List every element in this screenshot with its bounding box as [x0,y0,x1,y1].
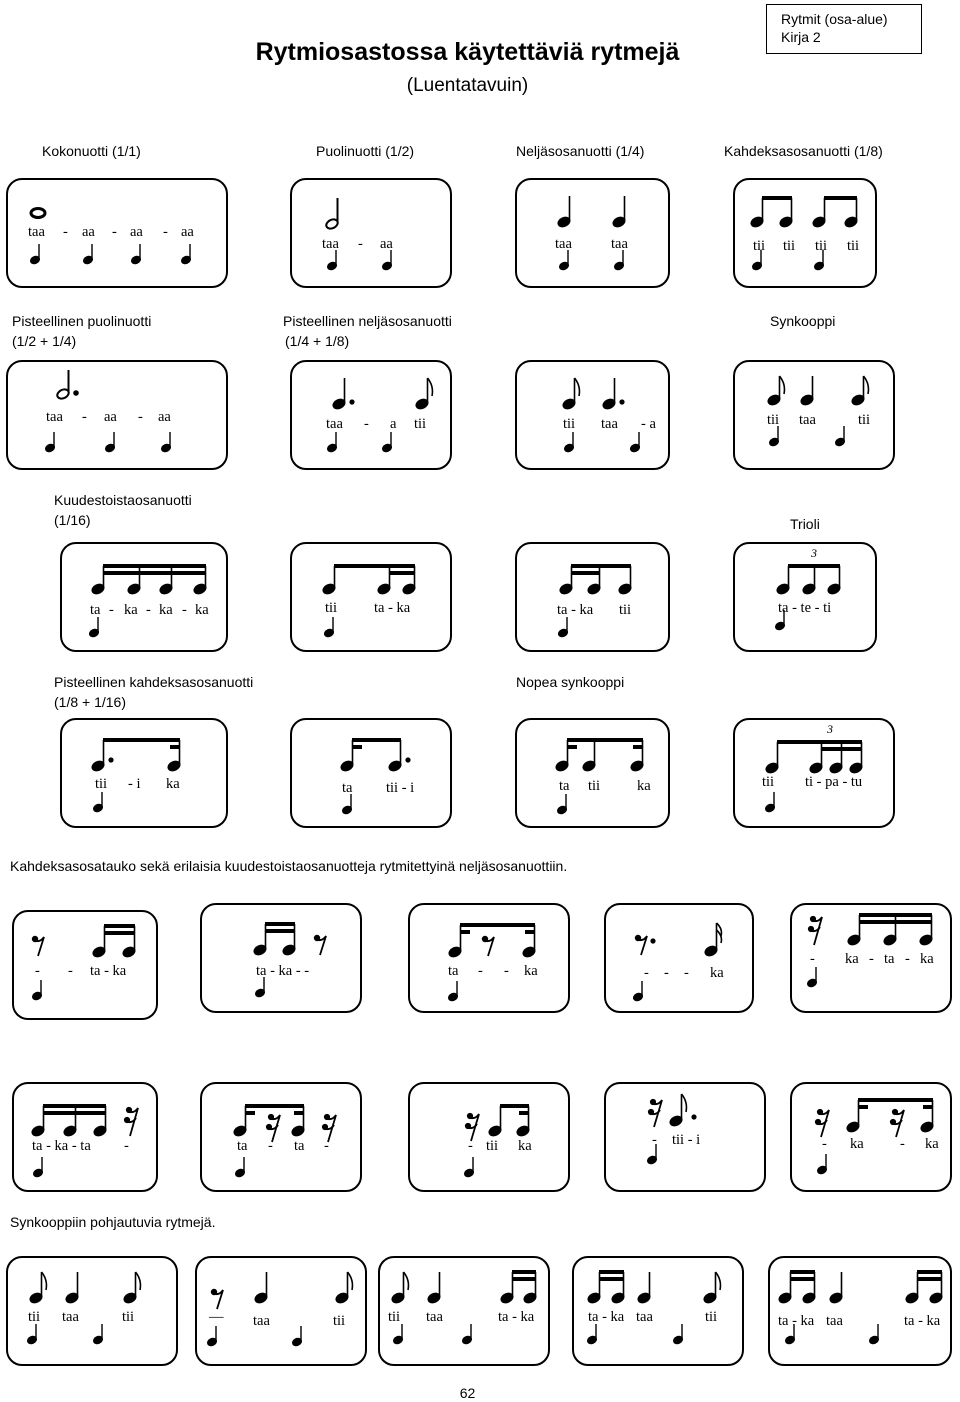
heading-half-note: Puolinuotti (1/2) [316,143,415,159]
dotted-eighth-sixteenth-icon [91,738,181,772]
rhythm-box-triplet [733,542,877,652]
quarter-beat-icons [324,617,335,638]
notation [735,180,875,286]
notation [410,905,568,1011]
eighth-two-sixteenths-icon [322,564,416,595]
quarter-note-icon [427,1272,441,1304]
heading-rests-section: Kahdeksasosatauko sekä erilaisia kuudestoistaosanuotteja rytmitettyinä neljäsosanuottiin. [10,858,568,874]
syllable: tii [753,238,766,254]
syllable: - [138,409,143,425]
two-sixteenths-icon [587,1270,625,1304]
syllable: tii [762,774,775,790]
sixteenth-rest-icon [809,917,822,945]
quarter-beat-icons [769,426,846,447]
dotted-quarter-note-icon [332,378,354,410]
syllable: - [684,965,689,981]
notation [606,905,752,1011]
quarter-beat-icons [93,792,104,813]
rhythm-box-rest-three-sixteenths [790,903,952,1013]
notation [517,544,668,650]
heading-dotted-half: Pisteellinen puolinuotti [12,313,152,329]
syllable: aa [380,236,393,252]
sixteenth-note-icon [704,923,722,957]
quarter-beat-icons [235,1157,246,1178]
two-sixteenths-icon [905,1270,943,1304]
eighth-note-pair-icon [750,196,858,228]
dotted-eighth-note-icon [669,1094,696,1127]
heading-triplet: Trioli [790,516,820,532]
notation [410,1084,568,1190]
syllable: ta [90,602,101,618]
syllable: aa [158,409,171,425]
syllable: taa [555,236,572,252]
syllable: - i [128,776,141,792]
notation [292,544,450,650]
syllable: - [112,224,117,240]
two-sixteenths-icon [778,1270,816,1304]
syllable: taa [322,236,339,252]
quarter-beat-icons [30,244,192,265]
syllable: tii [847,238,860,254]
quarter-beat-icons [557,794,568,815]
rhythm-box-dotted-rest-sixteenth [604,903,754,1013]
notation [292,180,450,286]
rhythm-box-syncopation-1 [515,360,670,470]
syllable: — [209,1309,224,1325]
rhythm-box-offbeat-sixteenths [790,1082,952,1192]
syllable: - a [641,416,656,432]
quarter-note-icon [557,196,626,228]
eighth-rest-icon [33,937,44,956]
syllable: - [82,409,87,425]
quarter-note-icon [65,1272,79,1304]
syllable: tii [588,778,601,794]
eighth-note-icon [29,1272,47,1304]
syllable: aa [130,224,143,240]
whole-note-icon [31,209,45,218]
syllable: tii [486,1138,499,1154]
quarter-beat-icons [393,1324,473,1345]
quarter-beat-icons [558,617,569,638]
syllable: ta [559,778,570,794]
quarter-beat-icons [559,250,625,271]
quarter-beat-icons [327,250,393,271]
rhythm-box-synco-5 [768,1256,952,1366]
rhythm-box-rest-two-sixteenths [12,910,158,1020]
syllable: taa [826,1313,843,1329]
rhythm-box-syncopation-2 [733,360,895,470]
quarter-note-icon [829,1272,843,1304]
quarter-beat-icons [464,1157,475,1178]
dotted-eighth-rest-icon [636,936,655,955]
rhythm-box-eighth [733,178,877,288]
quarter-beat-icons [448,981,459,1002]
syllable: - [905,951,910,967]
dotted-half-note-icon [56,370,78,400]
syllable: aa [82,224,95,240]
syllable: taa [611,236,628,252]
syllable: ta [342,780,353,796]
two-sixteenths-icon [92,924,136,958]
three-sixteenths-icon [31,1104,107,1137]
rhythm-box-synco-2 [195,1256,367,1366]
notation [517,720,668,826]
syllable: ta [294,1138,305,1154]
rhythm-box-half [290,178,452,288]
syllable: ka [159,602,173,618]
sixteenth-rest-pattern-icon [233,1104,305,1137]
heading-dotted-half-value: (1/2 + 1/4) [12,333,77,349]
two-sixteenths-eighth-icon [559,564,632,595]
syllable: tii [333,1313,346,1329]
syllable: tii [388,1309,401,1325]
syllable: - [109,602,114,618]
sixteenth-dotted-eighth-icon [340,738,410,772]
notation [770,1258,950,1364]
rhythm-box-synco-4 [572,1256,744,1366]
heading-dotted-quarter-value: (1/4 + 1/8) [285,333,350,349]
sixteenth-rest-icon [466,1114,479,1141]
syllable: ka [166,776,180,792]
syllable: taa [601,416,618,432]
syllable: a [390,416,397,432]
syllable: - [478,963,483,979]
syllable: ka [637,778,651,794]
syllable: ti - pa - tu [805,774,863,790]
syllable: taa [426,1309,443,1325]
syllable: aa [104,409,117,425]
notation [14,1084,156,1190]
rhythm-box-two-sixteenths-rest [200,903,362,1013]
heading-syncopation-section: Synkooppiin pohjautuvia rytmejä. [10,1214,216,1230]
sixteenth-rest-icon [125,1108,138,1136]
heading-sixteenth-value: (1/16) [54,512,91,528]
rhythm-box-sixteenth-rest-sixteenth [408,903,570,1013]
heading-dotted-eighth: Pisteellinen kahdeksasosanuotti [54,674,254,690]
syllable: tii [95,776,108,792]
rhythm-box-eighth-two-sixteenths [290,542,452,652]
syllable: - [124,1138,129,1154]
eighth-note-icon [415,378,433,410]
syllable: ta - ka [588,1309,625,1325]
syllable: ka [845,951,859,967]
notation [292,720,450,826]
eighth-sixteenth-icon [488,1104,530,1137]
syllable: ka [524,963,538,979]
rhythm-box-eighth-sixteenth-triplet [733,718,895,828]
syllable: ta - ka [374,600,411,616]
quarter-beat-icons [765,792,776,813]
syllable: ka [925,1136,939,1152]
notation [292,362,450,468]
rhythm-box-quarter [515,178,670,288]
two-sixteenths-icon [253,922,296,956]
heading-eighth-note: Kahdeksasosanuotti (1/8) [724,143,883,159]
heading-syncopation: Synkooppi [770,313,836,329]
page-number: 62 [459,1385,476,1401]
syllable: tii [783,238,796,254]
offbeat-sixteenths-icon [846,1098,934,1133]
syllable: tii [767,412,780,428]
syllable: taa [253,1313,270,1329]
heading-whole-note: Kokonuotti (1/1) [42,143,141,159]
quarter-beat-icons [564,432,641,453]
notation [517,362,668,468]
syllable: ta - ka [90,963,127,979]
syllable: - [63,224,68,240]
syllable: tii [325,600,338,616]
quarter-beat-icons [342,794,353,815]
rhythm-box-sixteenth-rest-pattern [200,1082,362,1192]
notation [8,362,226,468]
syllable: ta [884,951,895,967]
rhythm-box-synco-3 [378,1256,550,1366]
syllable: - [468,1138,473,1154]
quarter-beat-icons [27,1324,104,1345]
quarter-beat-icons [633,981,644,1002]
three-sixteenths-icon [847,913,933,946]
eighth-note-icon [703,1272,721,1304]
eighth-note-icon [391,1272,409,1304]
eighth-note-icon [123,1272,141,1304]
syllable: taa [799,412,816,428]
syllable: - [652,1132,657,1148]
quarter-beat-icons [807,967,818,988]
quarter-note-icon [254,1272,268,1304]
rhythm-box-dotted-half [6,360,228,470]
heading-sixteenth: Kuudestoistaosanuotti [54,492,192,508]
notation [735,544,875,650]
dotted-quarter-note-icon [602,378,624,410]
syllable: - [268,1138,273,1154]
section-label-box [766,4,922,54]
syllable: ta - ka [904,1313,941,1329]
syllable: - [146,602,151,618]
eighth-sixteenth-triplet-icon [765,740,863,774]
triplet-eighths-icon [776,564,841,595]
syllable: - [900,1136,905,1152]
quarter-beat-icons [32,980,43,1001]
syllable: - [644,965,649,981]
syllable: tii [122,1309,135,1325]
syllable: - [324,1138,329,1154]
page-title: Rytmiosastossa käytettäviä rytmejä [255,38,680,66]
syllable: tii [619,602,632,618]
rhythm-box-whole [6,178,228,288]
notation [62,544,226,650]
page-subtitle: (Luentatavuin) [406,75,529,96]
sixteenth-rest-icon [816,1110,829,1137]
quarter-beat-icons [33,1157,44,1178]
syllable: ta [448,963,459,979]
syllable: taa [46,409,63,425]
heading-fast-syncopation: Nopea synkooppi [516,674,625,690]
syllable: ta [237,1138,248,1154]
notation [517,180,668,286]
rhythm-box-dotted-eighth-sixteenth [60,718,228,828]
rhythm-box-rest-eighth-sixteenth [408,1082,570,1192]
quarter-beat-icons [89,617,100,638]
syllable: tii [705,1309,718,1325]
syllable: tii [815,238,828,254]
eighth-note-icon [335,1272,353,1304]
rhythm-box-dotted-quarter [290,360,452,470]
syllable: - [869,951,874,967]
syllable: ka [850,1136,864,1152]
triplet-number: 3 [811,546,817,560]
rhythm-box-rest-dotted-eighth [604,1082,766,1192]
syllable: - [364,416,369,432]
sixteenth-rest-icon [891,1110,904,1137]
two-sixteenths-icon [500,1270,537,1304]
triplet-number: 3 [827,722,833,736]
syllable: - [810,951,815,967]
quarter-beat-icons [255,977,266,998]
syllable: ta - ka [778,1313,815,1329]
rhythm-box-fast-syncopation [515,718,670,828]
syllable: ta - ka [498,1309,535,1325]
syllable: taa [62,1309,79,1325]
heading-quarter-note: Neljäsosanuotti (1/4) [516,143,645,159]
rhythm-box-sixteenths [60,542,228,652]
book-label: Kirja 2 [781,29,821,45]
syllable: tii [28,1309,41,1325]
notation [735,720,893,826]
half-note-icon [325,198,339,230]
syllable: tii [858,412,871,428]
quarter-beat-icons [327,432,393,453]
syllable: ka [920,951,934,967]
syllable: - [358,236,363,252]
quarter-note-icon [637,1272,651,1304]
syllable: ta - ka - ta [32,1138,91,1154]
rhythm-box-three-sixteenths-rest [12,1082,158,1192]
sixteenth-note-group-icon [91,564,207,595]
eighth-rest-icon [483,937,494,956]
notation [202,1084,360,1190]
syllable: ta - ka [557,602,594,618]
rhythm-box-two-sixteenths-eighth [515,542,670,652]
eighth-note-icon [562,378,580,410]
eighth-rest-icon [212,1290,223,1309]
quarter-beat-icons [817,1154,828,1175]
sixteenth-rest-icon [649,1100,662,1127]
sixteenth-eighth-sixteenth-icon [555,738,644,772]
eighth-note-icon [851,376,869,406]
syllable: - [822,1136,827,1152]
syllable: tii [563,416,576,432]
notation [202,905,360,1011]
syllable: ka [710,965,724,981]
syllable: tii - i [672,1132,701,1148]
heading-dotted-quarter: Pisteellinen neljäsosanuotti [283,313,452,329]
quarter-beat-icons [587,1324,684,1345]
syllable: - [35,963,40,979]
syllable: taa [28,224,45,240]
syllable: - [504,963,509,979]
syllable: - [163,224,168,240]
section-label: Rytmit (osa-alue) [781,11,888,27]
syllable: - [68,963,73,979]
syllable: ta - te - ti [778,600,832,616]
rhythm-box-synco-1 [6,1256,178,1366]
heading-dotted-eighth-value: (1/8 + 1/16) [54,694,126,710]
eighth-rest-icon [315,936,326,955]
syllable: ka [124,602,138,618]
syllable: ta - ka - - [256,963,310,979]
syllable: aa [181,224,194,240]
syllable: tii [414,416,427,432]
notation [62,720,226,826]
quarter-note-icon [800,376,814,406]
syllable: ka [195,602,209,618]
syllable: tii - i [386,780,415,796]
quarter-beat-icons [45,432,172,453]
syllable: - [664,965,669,981]
syllable: taa [636,1309,653,1325]
syllable: taa [326,416,343,432]
rhythm-box-sixteenth-dotted-eighth [290,718,452,828]
syllable: - [182,602,187,618]
syllable: ka [518,1138,532,1154]
eighth-note-icon [767,376,785,406]
